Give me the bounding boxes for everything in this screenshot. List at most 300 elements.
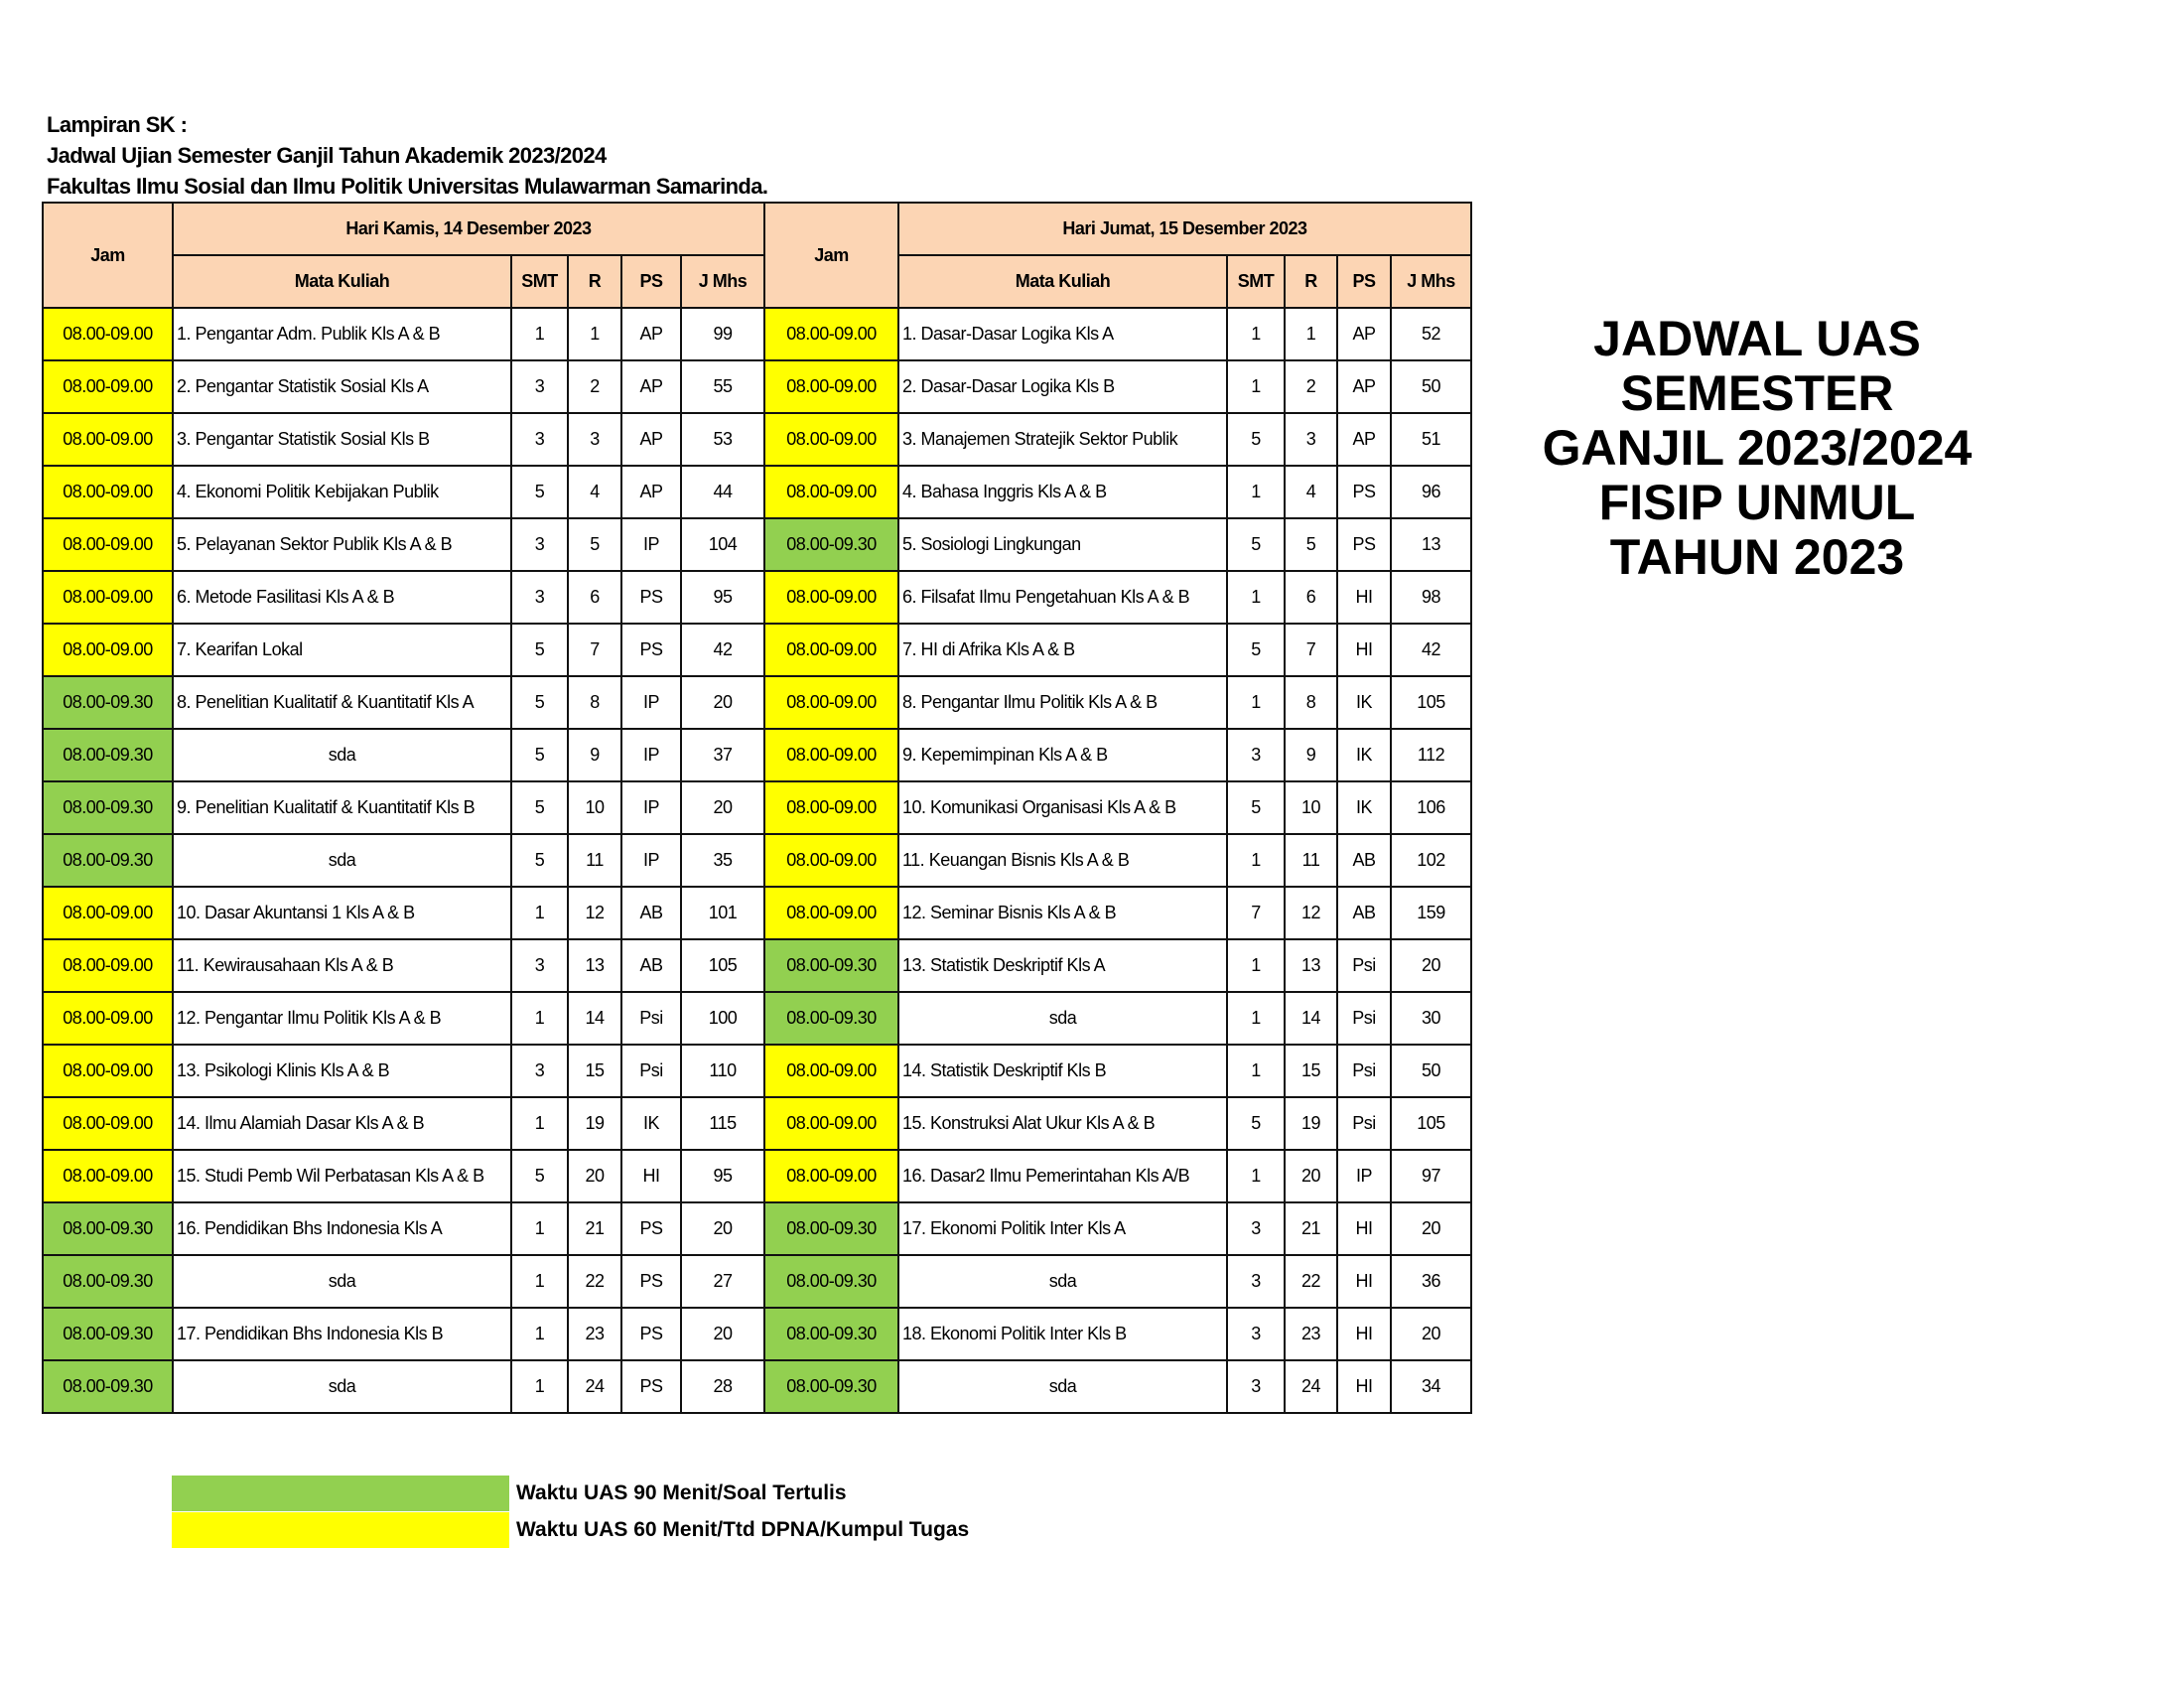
banner-line: SEMESTER: [1620, 365, 1894, 421]
jumat-course-cell: 10. Komunikasi Organisasi Kls A & B: [898, 781, 1227, 834]
col-smt-right: SMT: [1227, 255, 1285, 308]
col-mata-kuliah-left: Mata Kuliah: [173, 255, 511, 308]
jumat-jam-cell: 08.00-09.00: [764, 413, 898, 466]
jumat-jam-cell: 08.00-09.00: [764, 1097, 898, 1150]
jumat-smt-cell: 3: [1227, 1360, 1285, 1413]
jumat-room-cell: 20: [1285, 1150, 1337, 1202]
jumat-room-cell: 7: [1285, 624, 1337, 676]
jumat-smt-cell: 3: [1227, 1202, 1285, 1255]
kamis-smt-cell: 5: [511, 834, 568, 887]
kamis-jam-cell: 08.00-09.00: [43, 1150, 173, 1202]
jumat-students-cell: 52: [1391, 308, 1471, 360]
jumat-jam-cell: 08.00-09.30: [764, 518, 898, 571]
jumat-ps-cell: Psi: [1337, 992, 1391, 1045]
table-row: [43, 466, 1471, 518]
table-row: [43, 360, 1471, 413]
jumat-students-cell: 36: [1391, 1255, 1471, 1308]
jumat-jam-cell: 08.00-09.00: [764, 360, 898, 413]
jumat-room-cell: 21: [1285, 1202, 1337, 1255]
jumat-ps-cell: Psi: [1337, 1045, 1391, 1097]
jumat-ps-cell: Psi: [1337, 939, 1391, 992]
kamis-jam-cell: 08.00-09.00: [43, 466, 173, 518]
jumat-course-cell: 5. Sosiologi Lingkungan: [898, 518, 1227, 571]
kamis-jam-cell: 08.00-09.00: [43, 887, 173, 939]
kamis-course-cell: 4. Ekonomi Politik Kebijakan Publik: [173, 466, 511, 518]
kamis-students-cell: 55: [681, 360, 764, 413]
legend-label-yellow: Waktu UAS 60 Menit/Ttd DPNA/Kumpul Tugas: [516, 1518, 970, 1541]
kamis-course-cell: sda: [173, 834, 511, 887]
kamis-ps-cell: PS: [621, 624, 681, 676]
kamis-room-cell: 15: [568, 1045, 621, 1097]
kamis-ps-cell: IK: [621, 1097, 681, 1150]
jumat-room-cell: 24: [1285, 1360, 1337, 1413]
jumat-ps-cell: AP: [1337, 308, 1391, 360]
kamis-jam-cell: 08.00-09.00: [43, 571, 173, 624]
jumat-students-cell: 50: [1391, 360, 1471, 413]
kamis-jam-cell: 08.00-09.00: [43, 939, 173, 992]
kamis-jam-cell: 08.00-09.00: [43, 1045, 173, 1097]
jumat-smt-cell: 1: [1227, 1045, 1285, 1097]
kamis-course-cell: 3. Pengantar Statistik Sosial Kls B: [173, 413, 511, 466]
col-jmhs-left: J Mhs: [681, 255, 764, 308]
jumat-room-cell: 15: [1285, 1045, 1337, 1097]
kamis-ps-cell: AP: [621, 466, 681, 518]
kamis-ps-cell: AB: [621, 939, 681, 992]
jumat-ps-cell: IP: [1337, 1150, 1391, 1202]
kamis-students-cell: 99: [681, 308, 764, 360]
jumat-ps-cell: HI: [1337, 1255, 1391, 1308]
header-line-2: Jadwal Ujian Semester Ganjil Tahun Akademik 2023/2024: [47, 143, 607, 168]
jumat-jam-cell: 08.00-09.30: [764, 1308, 898, 1360]
kamis-room-cell: 24: [568, 1360, 621, 1413]
jumat-smt-cell: 1: [1227, 360, 1285, 413]
kamis-students-cell: 100: [681, 992, 764, 1045]
kamis-smt-cell: 5: [511, 676, 568, 729]
kamis-jam-cell: 08.00-09.30: [43, 1308, 173, 1360]
jumat-ps-cell: AP: [1337, 360, 1391, 413]
table-row: [43, 834, 1471, 887]
jumat-course-cell: 7. HI di Afrika Kls A & B: [898, 624, 1227, 676]
kamis-students-cell: 105: [681, 939, 764, 992]
table-row: [43, 624, 1471, 676]
jumat-ps-cell: IK: [1337, 781, 1391, 834]
kamis-smt-cell: 1: [511, 887, 568, 939]
kamis-ps-cell: IP: [621, 729, 681, 781]
jumat-students-cell: 106: [1391, 781, 1471, 834]
kamis-course-cell: 1. Pengantar Adm. Publik Kls A & B: [173, 308, 511, 360]
jumat-room-cell: 8: [1285, 676, 1337, 729]
col-smt-left: SMT: [511, 255, 568, 308]
kamis-course-cell: 13. Psikologi Klinis Kls A & B: [173, 1045, 511, 1097]
kamis-course-cell: sda: [173, 729, 511, 781]
table-row: [43, 1097, 1471, 1150]
jumat-students-cell: 96: [1391, 466, 1471, 518]
kamis-smt-cell: 5: [511, 624, 568, 676]
kamis-smt-cell: 3: [511, 1045, 568, 1097]
jumat-room-cell: 5: [1285, 518, 1337, 571]
kamis-ps-cell: PS: [621, 1308, 681, 1360]
jumat-room-cell: 3: [1285, 413, 1337, 466]
jumat-course-cell: 13. Statistik Deskriptif Kls A: [898, 939, 1227, 992]
header-line-3: Fakultas Ilmu Sosial dan Ilmu Politik Universitas Mulawarman Samarinda.: [47, 174, 768, 199]
kamis-room-cell: 8: [568, 676, 621, 729]
jumat-students-cell: 98: [1391, 571, 1471, 624]
jumat-smt-cell: 1: [1227, 939, 1285, 992]
jumat-students-cell: 34: [1391, 1360, 1471, 1413]
kamis-smt-cell: 1: [511, 1202, 568, 1255]
jumat-course-cell: sda: [898, 992, 1227, 1045]
kamis-room-cell: 1: [568, 308, 621, 360]
jumat-course-cell: sda: [898, 1255, 1227, 1308]
kamis-room-cell: 3: [568, 413, 621, 466]
jumat-jam-cell: 08.00-09.00: [764, 781, 898, 834]
jumat-jam-cell: 08.00-09.00: [764, 1045, 898, 1097]
jumat-jam-cell: 08.00-09.00: [764, 834, 898, 887]
jumat-room-cell: 14: [1285, 992, 1337, 1045]
jumat-course-cell: 14. Statistik Deskriptif Kls B: [898, 1045, 1227, 1097]
jumat-room-cell: 1: [1285, 308, 1337, 360]
kamis-students-cell: 20: [681, 676, 764, 729]
jumat-jam-cell: 08.00-09.00: [764, 729, 898, 781]
jumat-ps-cell: Psi: [1337, 1097, 1391, 1150]
kamis-course-cell: 16. Pendidikan Bhs Indonesia Kls A: [173, 1202, 511, 1255]
kamis-room-cell: 9: [568, 729, 621, 781]
jumat-students-cell: 50: [1391, 1045, 1471, 1097]
kamis-smt-cell: 3: [511, 571, 568, 624]
jumat-course-cell: 6. Filsafat Ilmu Pengetahuan Kls A & B: [898, 571, 1227, 624]
table-row: [43, 308, 1471, 360]
kamis-room-cell: 13: [568, 939, 621, 992]
jumat-smt-cell: 1: [1227, 676, 1285, 729]
kamis-jam-cell: 08.00-09.00: [43, 360, 173, 413]
col-jam-left: Jam: [43, 203, 173, 308]
jumat-smt-cell: 1: [1227, 466, 1285, 518]
jumat-room-cell: 23: [1285, 1308, 1337, 1360]
kamis-jam-cell: 08.00-09.30: [43, 729, 173, 781]
jumat-smt-cell: 3: [1227, 729, 1285, 781]
table-row: [43, 1360, 1471, 1413]
jumat-room-cell: 2: [1285, 360, 1337, 413]
table-row: [43, 887, 1471, 939]
kamis-jam-cell: 08.00-09.00: [43, 413, 173, 466]
day-header-left: Hari Kamis, 14 Desember 2023: [173, 203, 764, 255]
jumat-smt-cell: 7: [1227, 887, 1285, 939]
col-mata-kuliah-right: Mata Kuliah: [898, 255, 1227, 308]
jumat-room-cell: 13: [1285, 939, 1337, 992]
jumat-ps-cell: AB: [1337, 887, 1391, 939]
jumat-course-cell: 1. Dasar-Dasar Logika Kls A: [898, 308, 1227, 360]
kamis-course-cell: 9. Penelitian Kualitatif & Kuantitatif Kls B: [173, 781, 511, 834]
kamis-course-cell: 2. Pengantar Statistik Sosial Kls A: [173, 360, 511, 413]
table-row: [43, 939, 1471, 992]
jumat-jam-cell: 08.00-09.30: [764, 1255, 898, 1308]
jumat-course-cell: 17. Ekonomi Politik Inter Kls A: [898, 1202, 1227, 1255]
jumat-jam-cell: 08.00-09.30: [764, 1360, 898, 1413]
kamis-smt-cell: 1: [511, 1360, 568, 1413]
col-jam-right: Jam: [764, 203, 898, 308]
kamis-room-cell: 20: [568, 1150, 621, 1202]
kamis-jam-cell: 08.00-09.00: [43, 518, 173, 571]
kamis-room-cell: 2: [568, 360, 621, 413]
kamis-ps-cell: Psi: [621, 1045, 681, 1097]
jumat-ps-cell: IK: [1337, 729, 1391, 781]
legend-swatch-yellow: [172, 1512, 509, 1548]
day-header-right: Hari Jumat, 15 Desember 2023: [898, 203, 1471, 255]
jumat-jam-cell: 08.00-09.00: [764, 887, 898, 939]
banner-line: JADWAL UAS: [1593, 311, 1921, 366]
kamis-smt-cell: 1: [511, 992, 568, 1045]
jumat-jam-cell: 08.00-09.00: [764, 1150, 898, 1202]
kamis-students-cell: 27: [681, 1255, 764, 1308]
kamis-students-cell: 20: [681, 1202, 764, 1255]
exam-schedule-table: [42, 202, 1472, 1414]
jumat-course-cell: 11. Keuangan Bisnis Kls A & B: [898, 834, 1227, 887]
kamis-ps-cell: PS: [621, 571, 681, 624]
kamis-ps-cell: IP: [621, 781, 681, 834]
jumat-course-cell: 18. Ekonomi Politik Inter Kls B: [898, 1308, 1227, 1360]
kamis-room-cell: 4: [568, 466, 621, 518]
kamis-smt-cell: 1: [511, 1255, 568, 1308]
jumat-course-cell: 15. Konstruksi Alat Ukur Kls A & B: [898, 1097, 1227, 1150]
kamis-jam-cell: 08.00-09.30: [43, 781, 173, 834]
jumat-smt-cell: 5: [1227, 1097, 1285, 1150]
kamis-students-cell: 115: [681, 1097, 764, 1150]
kamis-ps-cell: HI: [621, 1150, 681, 1202]
kamis-room-cell: 5: [568, 518, 621, 571]
jumat-smt-cell: 1: [1227, 308, 1285, 360]
kamis-room-cell: 14: [568, 992, 621, 1045]
jumat-course-cell: 8. Pengantar Ilmu Politik Kls A & B: [898, 676, 1227, 729]
table-row: [43, 992, 1471, 1045]
col-ps-right: PS: [1337, 255, 1391, 308]
kamis-course-cell: 11. Kewirausahaan Kls A & B: [173, 939, 511, 992]
kamis-ps-cell: AB: [621, 887, 681, 939]
jumat-ps-cell: PS: [1337, 466, 1391, 518]
jumat-students-cell: 159: [1391, 887, 1471, 939]
kamis-course-cell: 7. Kearifan Lokal: [173, 624, 511, 676]
jumat-room-cell: 19: [1285, 1097, 1337, 1150]
kamis-smt-cell: 1: [511, 1308, 568, 1360]
jumat-jam-cell: 08.00-09.00: [764, 571, 898, 624]
jumat-smt-cell: 3: [1227, 1255, 1285, 1308]
kamis-course-cell: 12. Pengantar Ilmu Politik Kls A & B: [173, 992, 511, 1045]
kamis-room-cell: 22: [568, 1255, 621, 1308]
kamis-ps-cell: PS: [621, 1255, 681, 1308]
kamis-room-cell: 23: [568, 1308, 621, 1360]
kamis-jam-cell: 08.00-09.30: [43, 676, 173, 729]
jumat-smt-cell: 1: [1227, 834, 1285, 887]
jumat-students-cell: 51: [1391, 413, 1471, 466]
jumat-jam-cell: 08.00-09.30: [764, 992, 898, 1045]
jumat-room-cell: 11: [1285, 834, 1337, 887]
kamis-ps-cell: IP: [621, 834, 681, 887]
jumat-room-cell: 4: [1285, 466, 1337, 518]
kamis-room-cell: 10: [568, 781, 621, 834]
kamis-room-cell: 7: [568, 624, 621, 676]
kamis-students-cell: 101: [681, 887, 764, 939]
kamis-students-cell: 37: [681, 729, 764, 781]
kamis-smt-cell: 5: [511, 466, 568, 518]
kamis-smt-cell: 3: [511, 413, 568, 466]
legend-label-green: Waktu UAS 90 Menit/Soal Tertulis: [516, 1481, 847, 1504]
kamis-students-cell: 110: [681, 1045, 764, 1097]
kamis-jam-cell: 08.00-09.00: [43, 1097, 173, 1150]
jumat-students-cell: 105: [1391, 676, 1471, 729]
kamis-jam-cell: 08.00-09.00: [43, 624, 173, 676]
jumat-smt-cell: 5: [1227, 413, 1285, 466]
jumat-ps-cell: HI: [1337, 1308, 1391, 1360]
kamis-ps-cell: AP: [621, 308, 681, 360]
jumat-ps-cell: AB: [1337, 834, 1391, 887]
banner-line: TAHUN 2023: [1609, 529, 1905, 585]
jumat-ps-cell: HI: [1337, 1202, 1391, 1255]
jumat-jam-cell: 08.00-09.00: [764, 676, 898, 729]
kamis-students-cell: 35: [681, 834, 764, 887]
kamis-smt-cell: 3: [511, 360, 568, 413]
table-row: [43, 1255, 1471, 1308]
kamis-room-cell: 12: [568, 887, 621, 939]
jumat-room-cell: 9: [1285, 729, 1337, 781]
jumat-course-cell: 9. Kepemimpinan Kls A & B: [898, 729, 1227, 781]
kamis-room-cell: 19: [568, 1097, 621, 1150]
kamis-students-cell: 95: [681, 571, 764, 624]
kamis-students-cell: 104: [681, 518, 764, 571]
jumat-jam-cell: 08.00-09.30: [764, 939, 898, 992]
kamis-jam-cell: 08.00-09.30: [43, 1202, 173, 1255]
kamis-course-cell: 5. Pelayanan Sektor Publik Kls A & B: [173, 518, 511, 571]
col-r-right: R: [1285, 255, 1337, 308]
kamis-course-cell: sda: [173, 1360, 511, 1413]
kamis-ps-cell: AP: [621, 360, 681, 413]
jumat-room-cell: 10: [1285, 781, 1337, 834]
jumat-students-cell: 42: [1391, 624, 1471, 676]
jumat-smt-cell: 1: [1227, 1150, 1285, 1202]
kamis-ps-cell: PS: [621, 1202, 681, 1255]
jumat-ps-cell: IK: [1337, 676, 1391, 729]
col-r-left: R: [568, 255, 621, 308]
jumat-course-cell: 16. Dasar2 Ilmu Pemerintahan Kls A/B: [898, 1150, 1227, 1202]
kamis-room-cell: 21: [568, 1202, 621, 1255]
jumat-students-cell: 97: [1391, 1150, 1471, 1202]
kamis-students-cell: 42: [681, 624, 764, 676]
kamis-jam-cell: 08.00-09.00: [43, 992, 173, 1045]
header-line-1: Lampiran SK :: [47, 112, 188, 137]
banner-title: [1519, 312, 1995, 585]
jumat-course-cell: 12. Seminar Bisnis Kls A & B: [898, 887, 1227, 939]
banner-line: FISIP UNMUL: [1598, 475, 1916, 530]
kamis-students-cell: 44: [681, 466, 764, 518]
kamis-course-cell: 8. Penelitian Kualitatif & Kuantitatif Kls A: [173, 676, 511, 729]
kamis-ps-cell: IP: [621, 676, 681, 729]
table-row: [43, 1045, 1471, 1097]
kamis-smt-cell: 5: [511, 781, 568, 834]
table-row: [43, 413, 1471, 466]
col-jmhs-right: J Mhs: [1391, 255, 1471, 308]
legend-swatch-green: [172, 1476, 509, 1511]
kamis-ps-cell: PS: [621, 1360, 681, 1413]
jumat-students-cell: 20: [1391, 1202, 1471, 1255]
jumat-smt-cell: 1: [1227, 992, 1285, 1045]
jumat-students-cell: 105: [1391, 1097, 1471, 1150]
kamis-ps-cell: Psi: [621, 992, 681, 1045]
kamis-jam-cell: 08.00-09.30: [43, 834, 173, 887]
kamis-course-cell: 14. Ilmu Alamiah Dasar Kls A & B: [173, 1097, 511, 1150]
jumat-ps-cell: HI: [1337, 1360, 1391, 1413]
table-row: [43, 1150, 1471, 1202]
jumat-students-cell: 112: [1391, 729, 1471, 781]
jumat-ps-cell: HI: [1337, 624, 1391, 676]
kamis-students-cell: 53: [681, 413, 764, 466]
banner-line: GANJIL 2023/2024: [1542, 420, 1973, 476]
table-row: [43, 676, 1471, 729]
table-row: [43, 781, 1471, 834]
jumat-smt-cell: 5: [1227, 781, 1285, 834]
jumat-smt-cell: 5: [1227, 518, 1285, 571]
table-row: [43, 729, 1471, 781]
kamis-room-cell: 6: [568, 571, 621, 624]
kamis-course-cell: 17. Pendidikan Bhs Indonesia Kls B: [173, 1308, 511, 1360]
jumat-room-cell: 22: [1285, 1255, 1337, 1308]
kamis-course-cell: 15. Studi Pemb Wil Perbatasan Kls A & B: [173, 1150, 511, 1202]
jumat-students-cell: 20: [1391, 1308, 1471, 1360]
jumat-ps-cell: PS: [1337, 518, 1391, 571]
jumat-students-cell: 102: [1391, 834, 1471, 887]
kamis-jam-cell: 08.00-09.30: [43, 1255, 173, 1308]
kamis-jam-cell: 08.00-09.30: [43, 1360, 173, 1413]
jumat-room-cell: 12: [1285, 887, 1337, 939]
document-header: [47, 109, 767, 202]
kamis-ps-cell: AP: [621, 413, 681, 466]
kamis-smt-cell: 3: [511, 518, 568, 571]
kamis-course-cell: 10. Dasar Akuntansi 1 Kls A & B: [173, 887, 511, 939]
table-row: [43, 518, 1471, 571]
kamis-course-cell: 6. Metode Fasilitasi Kls A & B: [173, 571, 511, 624]
kamis-students-cell: 20: [681, 1308, 764, 1360]
jumat-jam-cell: 08.00-09.00: [764, 624, 898, 676]
jumat-smt-cell: 3: [1227, 1308, 1285, 1360]
jumat-students-cell: 30: [1391, 992, 1471, 1045]
jumat-students-cell: 13: [1391, 518, 1471, 571]
kamis-ps-cell: IP: [621, 518, 681, 571]
kamis-smt-cell: 5: [511, 1150, 568, 1202]
table-row: [43, 1202, 1471, 1255]
jumat-room-cell: 6: [1285, 571, 1337, 624]
jumat-smt-cell: 1: [1227, 571, 1285, 624]
jumat-ps-cell: HI: [1337, 571, 1391, 624]
jumat-course-cell: sda: [898, 1360, 1227, 1413]
jumat-course-cell: 2. Dasar-Dasar Logika Kls B: [898, 360, 1227, 413]
kamis-smt-cell: 1: [511, 1097, 568, 1150]
kamis-smt-cell: 5: [511, 729, 568, 781]
table-row: [43, 1308, 1471, 1360]
kamis-course-cell: sda: [173, 1255, 511, 1308]
col-ps-left: PS: [621, 255, 681, 308]
kamis-students-cell: 95: [681, 1150, 764, 1202]
table-row: [43, 571, 1471, 624]
jumat-students-cell: 20: [1391, 939, 1471, 992]
jumat-jam-cell: 08.00-09.00: [764, 466, 898, 518]
kamis-students-cell: 20: [681, 781, 764, 834]
jumat-smt-cell: 5: [1227, 624, 1285, 676]
jumat-ps-cell: AP: [1337, 413, 1391, 466]
kamis-students-cell: 28: [681, 1360, 764, 1413]
kamis-jam-cell: 08.00-09.00: [43, 308, 173, 360]
jumat-jam-cell: 08.00-09.00: [764, 308, 898, 360]
kamis-smt-cell: 3: [511, 939, 568, 992]
kamis-smt-cell: 1: [511, 308, 568, 360]
kamis-room-cell: 11: [568, 834, 621, 887]
jumat-jam-cell: 08.00-09.30: [764, 1202, 898, 1255]
